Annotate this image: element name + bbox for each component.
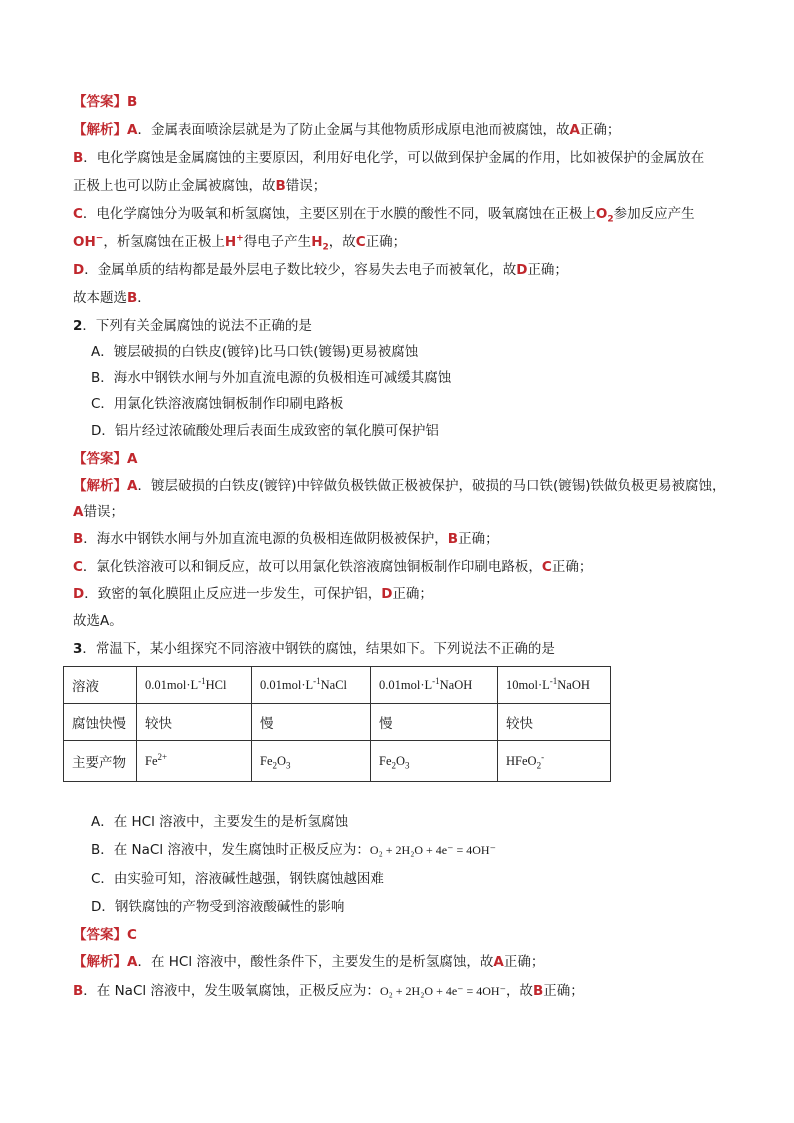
q1-analysis-a: 【解析】A．金属表面喷涂层就是为了防止金属与其他物质形成原电池而被腐蚀，故A正确； [73,122,621,138]
q1-analysis-b1: B．电化学腐蚀是金属腐蚀的主要原因，利用好电化学，可以做到保护金属的作用，比如被保护的金属放在 [73,150,705,166]
analysis-label: 【解析】 [73,954,127,970]
q1-analysis-c2: OH−，析氢腐蚀在正极上H+得电子产生$H_2$，故C正确； [73,233,407,253]
table-cell: HFeO$_2$- [498,741,611,782]
q3-answer-line [73,925,137,945]
q2-analysis-c: C．氯化铁溶液可以和铜反应，故可以用氯化铁溶液腐蚀铜板制作印刷电路板，C正确； [73,559,593,575]
q2-analysis-b: B．海水中钢铁水闸与外加直流电源的负极相连做阴极被保护，B正确； [73,531,499,547]
q1-answer-line [73,92,137,112]
q3-analysis-a: 【解析】A．在 HCl 溶液中，酸性条件下，主要发生的是析氢腐蚀，故A正确； [73,954,545,970]
q1-analysis-c1: C．电化学腐蚀分为吸氧和析氢腐蚀，主要区别在于水膜的酸性不同，吸氧腐蚀在正极上$O_2$参加反应产生 [73,206,695,225]
q3-option-b: B．在 NaCl 溶液中，发生腐蚀时正极反应为：O₂ + 2H₂O + 4e⁻ = 4OH⁻ [91,842,496,858]
table-cell: 较快 [137,704,252,741]
q2-option-a: A．镀层破损的白铁皮(镀锌)比马口铁(镀锡)更易被腐蚀 [91,344,419,360]
q2-answer-line [73,449,137,469]
q1-analysis-d: D．金属单质的结构都是最外层电子数比较少，容易失去电子而被氧化，故D正确； [73,262,568,278]
table-row [64,667,611,704]
corrosion-table [63,666,611,782]
q2-analysis-a2: A错误； [73,504,124,520]
q2-analysis-d: D．致密的氧化膜阻止反应进一步发生，可保护铝，D正确； [73,586,433,602]
row-label: 溶液 [64,667,137,704]
answer-label: 【答案】 [73,451,127,467]
equation: O₂ + 2H₂O + 4e⁻ = 4OH⁻ [369,843,496,857]
q1-analysis-b2: 正极上也可以防止金属被腐蚀，故B错误； [73,178,327,194]
table-cell: $Fe_2O_3$ [252,741,371,782]
answer-label: 【答案】 [73,927,127,943]
analysis-label: 【解析】 [73,478,127,494]
answer-value: C [127,927,137,943]
q2-stem: 2．下列有关金属腐蚀的说法不正确的是 [73,318,312,334]
q2-analysis-a1: 【解析】A．镀层破损的白铁皮(镀锌)中锌做负极铁做正极被保护，破损的马口铁(镀锡)铁做负极更易被腐蚀， [73,478,726,494]
q2-conclusion: 故选A。 [73,613,123,629]
equation: O₂ + 2H₂O + 4e⁻ = 4OH⁻ [379,984,506,998]
table-cell: 慢 [371,704,498,741]
analysis-label: 【解析】 [73,122,127,138]
q3-stem: 3．常温下，某小组探究不同溶液中钢铁的腐蚀，结果如下。下列说法不正确的是 [73,641,555,657]
table-cell: $0.01mol\cdot L^{-1}NaCl$ [252,667,371,704]
q2-option-c: C．用氯化铁溶液腐蚀铜板制作印刷电路板 [91,396,344,412]
table-row [64,704,611,741]
q2-option-d: D．铝片经过浓硫酸处理后表面生成致密的氧化膜可保护铝 [91,423,439,439]
question-number: 2 [73,318,83,334]
q3-option-a: A．在 HCl 溶液中，主要发生的是析氢腐蚀 [91,814,349,830]
table-cell: 较快 [498,704,611,741]
q3-option-d: D．钢铁腐蚀的产物受到溶液酸碱性的影响 [91,899,345,915]
answer-value: B [127,94,138,110]
question-number: 3 [73,641,83,657]
q3-analysis-b: B．在 NaCl 溶液中，发生吸氧腐蚀，正极反应为：O₂ + 2H₂O + 4e⁻ = 4OH⁻，故B正确； [73,983,584,999]
row-label: 主要产物 [64,741,137,782]
row-label: 腐蚀快慢 [64,704,137,741]
answer-value: A [127,451,138,467]
table-cell: $0.01mol\cdot L^{-1}NaOH$ [371,667,498,704]
table-cell: 慢 [252,704,371,741]
table-cell: $Fe_2O_3$ [371,741,498,782]
q3-option-c: C．由实验可知，溶液碱性越强，钢铁腐蚀越困难 [91,871,384,887]
table-cell: $0.01mol\cdot L^{-1}HCl$ [137,667,252,704]
table-cell: $10mol\cdot L^{-1}NaOH$ [498,667,611,704]
answer-label: 【答案】 [73,94,127,110]
q1-conclusion: 故本题选B． [73,290,151,306]
q2-option-b: B．海水中钢铁水闸与外加直流电源的负极相连可减缓其腐蚀 [91,370,452,386]
table-cell: $Fe^{2+}$ [137,741,252,782]
table-row [64,741,611,782]
